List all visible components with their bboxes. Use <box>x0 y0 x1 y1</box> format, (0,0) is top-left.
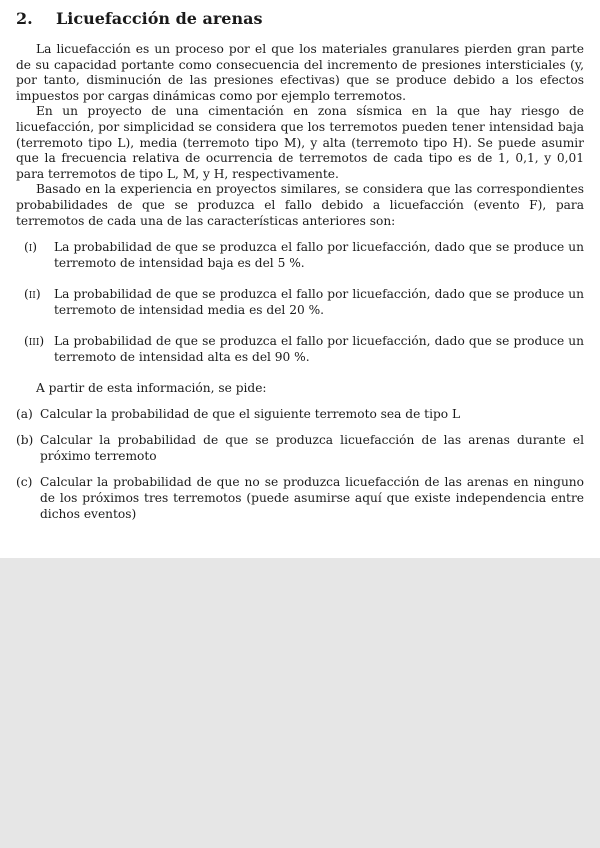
condition-text: La probabilidad de que se produzca el fallo por licuefacción, dado que se produce un terremoto de intensidad alta es del 90 %. <box>54 334 584 365</box>
paragraph-experience: Basado en la experiencia en proyectos similares, se considera que las correspondientes probabilidades de que se produzca el fallo debido a licuefacción (evento F), para terremotos de cada una de las características anteriores son: <box>16 182 584 228</box>
section-heading <box>16 8 584 30</box>
question-text: Calcular la probabilidad de que no se produzca licuefacción de las arenas en ninguno de los próximos tres terremotos (puede asumirse aquí que existe independencia entre dichos eventos) <box>40 475 584 522</box>
question-marker: (c) <box>16 475 33 490</box>
condition-text: La probabilidad de que se produzca el fallo por licuefacción, dado que se produce un terremoto de intensidad media es del 20 %. <box>54 287 584 318</box>
question-text: Calcular la probabilidad de que el siguiente terremoto sea de tipo L <box>40 407 461 422</box>
question-marker: (b) <box>16 433 34 448</box>
question-text: Calcular la probabilidad de que se produzca licuefacción de las arenas durante el próximo terremoto <box>40 433 584 464</box>
condition-item <box>24 333 584 365</box>
section-title: Licuefacción de arenas <box>56 9 263 28</box>
question-item <box>16 474 584 522</box>
condition-marker: (ii) <box>24 287 41 302</box>
condition-item <box>24 239 584 271</box>
section-number: 2. <box>16 9 33 28</box>
condition-item <box>24 286 584 318</box>
paragraph-intro: La licuefacción es un proceso por el que los materiales granulares pierden gran parte de su capacidad portante como consecuencia del incremento de presiones intersticiales (y, por tanto, disminución de las presiones efectivas) que se produce debido a los efectos impuestos por cargas dinámicas como por ejemplo terremotos. <box>16 42 584 103</box>
condition-marker: (iii) <box>24 334 45 349</box>
conditions-list <box>16 239 584 365</box>
document-content <box>16 8 584 532</box>
condition-text: La probabilidad de que se produzca el fallo por licuefacción, dado que se produce un terremoto de intensidad baja es del 5 %. <box>54 240 584 271</box>
question-item <box>16 432 584 464</box>
condition-marker: (i) <box>24 240 38 255</box>
paragraph-project: En un proyecto de una cimentación en zona sísmica en la que hay riesgo de licuefacción, por simplicidad se considera que los terremotos pueden tener intensidad baja (terremoto tipo L), media (terremoto tipo M), y alta (terremoto tipo H). Se puede asumir que la frecuencia relativa de ocurrencia de terremotos de cada tipo es de 1, 0,1, y 0,01 para terremotos de tipo L, M, y H, respectivamente. <box>16 104 584 181</box>
question-marker: (a) <box>16 407 33 422</box>
question-item <box>16 406 584 422</box>
questions-intro: A partir de esta información, se pide: <box>36 381 267 396</box>
